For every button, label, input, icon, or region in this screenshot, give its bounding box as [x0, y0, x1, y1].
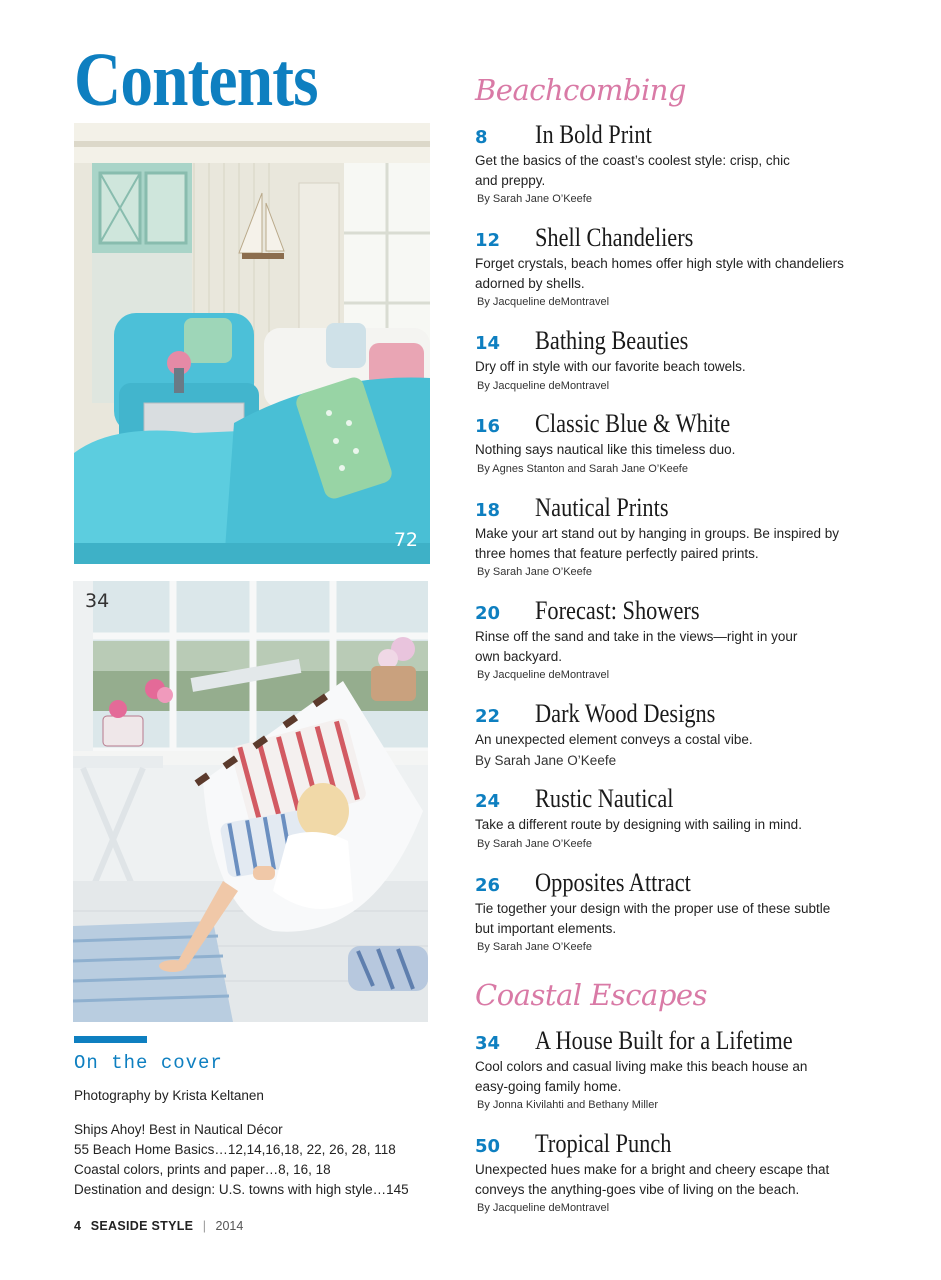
entry-byline: By Sarah Jane O’Keefe — [477, 193, 592, 205]
entry-title: Shell Chandeliers — [535, 223, 694, 252]
cover-accent-bar — [74, 1036, 147, 1043]
entry-byline: By Jacqueline deMontravel — [477, 379, 610, 392]
entry-title: A House Built for a Lifetime — [535, 1026, 793, 1055]
entry-byline: By Jacqueline deMontravel — [477, 669, 610, 681]
entry-title: Classic Blue & White — [535, 409, 731, 438]
toc-entry[interactable] — [475, 597, 875, 683]
footer-page-number: 4 — [74, 1219, 82, 1233]
cover-heading: On the cover — [74, 1052, 223, 1074]
page-footer — [74, 1219, 243, 1233]
page-title: Contents — [74, 38, 318, 122]
entry-page-number: 50 — [475, 1136, 501, 1157]
entry-title: Dark Wood Designs — [535, 699, 716, 728]
entry-description: Make your art stand out by hanging in groups. Be inspired by three homes that feature perfectly paired prints. — [475, 526, 839, 561]
entry-byline: By Sarah Jane O’Keefe — [475, 752, 617, 768]
entry-page-number: 12 — [475, 230, 501, 251]
entry-description: Cool colors and casual living make this beach house an easy-going family home. — [475, 1059, 808, 1094]
entry-title: Opposites Attract — [535, 868, 691, 897]
toc-entry[interactable] — [475, 1130, 875, 1216]
toc-entry[interactable] — [475, 327, 875, 394]
toc-entry[interactable] — [475, 700, 875, 770]
hammock-photo — [73, 581, 428, 1022]
entry-byline: By Sarah Jane O’Keefe — [477, 837, 592, 850]
cover-line: Coastal colors, prints and paper…8, 16, 18 — [74, 1162, 331, 1177]
section-heading-coastal-escapes: Coastal Escapes — [475, 978, 707, 1012]
entry-page-number: 8 — [475, 127, 488, 148]
entry-description: Dry off in style with our favorite beach towels. — [475, 359, 746, 374]
entry-description: Nothing says nautical like this timeless duo. — [475, 442, 736, 457]
photo-page-number: 72 — [393, 529, 418, 551]
entry-page-number: 34 — [475, 1033, 501, 1054]
footer-magazine-name: SEASIDE STYLE — [90, 1219, 194, 1233]
section-heading-beachcombing: Beachcombing — [475, 73, 686, 107]
entry-page-number: 24 — [475, 791, 501, 812]
entry-byline: By Jacqueline deMontravel — [477, 1202, 610, 1214]
footer-year: 2014 — [215, 1219, 244, 1233]
entry-title: Nautical Prints — [535, 493, 669, 522]
entry-byline: By Jonna Kivilahti and Bethany Miller — [477, 1099, 658, 1111]
entry-description: Tie together your design with the proper use of these subtle but important elements. — [475, 901, 831, 936]
toc-entry[interactable] — [475, 494, 875, 580]
living-room-photo — [74, 123, 430, 564]
entry-description: Rinse off the sand and take in the views—right in your own backyard. — [475, 629, 798, 664]
toc-entry[interactable] — [475, 1027, 875, 1113]
entry-title: Forecast: Showers — [535, 596, 700, 625]
entry-description: Forget crystals, beach homes offer high style with chandeliers adorned by shells. — [475, 256, 844, 291]
entry-byline: By Agnes Stanton and Sarah Jane O’Keefe — [477, 462, 688, 475]
entry-page-number: 26 — [475, 875, 501, 896]
cover-lines — [74, 1120, 409, 1200]
entry-description: Unexpected hues make for a bright and cheery escape that conveys the anything-goes vibe of living on the beach. — [475, 1162, 830, 1197]
toc-entry[interactable] — [475, 410, 875, 477]
entry-byline: By Sarah Jane O’Keefe — [477, 566, 592, 578]
toc-entry[interactable] — [475, 224, 875, 310]
entry-title: Tropical Punch — [535, 1129, 672, 1158]
entry-title: In Bold Print — [535, 120, 652, 149]
entry-page-number: 20 — [475, 603, 501, 624]
cover-line: 55 Beach Home Basics…12,14,16,18, 22, 26, 28, 118 — [74, 1142, 396, 1157]
cover-line: Destination and design: U.S. towns with high style…145 — [74, 1182, 409, 1197]
entry-description: Get the basics of the coast’s coolest style: crisp, chic and preppy. — [475, 153, 790, 188]
entry-title: Bathing Beauties — [535, 326, 689, 355]
entry-description: Take a different route by designing with sailing in mind. — [475, 817, 802, 832]
entry-page-number: 14 — [475, 333, 501, 354]
entry-description: An unexpected element conveys a costal vibe. — [475, 732, 753, 747]
cover-photo-credit: Photography by Krista Keltanen — [74, 1088, 264, 1103]
toc-entry[interactable] — [475, 869, 875, 955]
cover-line: Ships Ahoy! Best in Nautical Décor — [74, 1122, 283, 1137]
entry-title: Rustic Nautical — [535, 784, 674, 813]
footer-separator: | — [202, 1219, 207, 1233]
entry-page-number: 22 — [475, 706, 501, 727]
entry-page-number: 16 — [475, 416, 501, 437]
toc-entry[interactable] — [475, 121, 875, 207]
photo-page-number: 34 — [85, 590, 110, 612]
entry-byline: By Sarah Jane O’Keefe — [477, 941, 592, 953]
toc-entry[interactable] — [475, 785, 875, 852]
entry-byline: By Jacqueline deMontravel — [477, 296, 610, 308]
entry-page-number: 18 — [475, 500, 501, 521]
